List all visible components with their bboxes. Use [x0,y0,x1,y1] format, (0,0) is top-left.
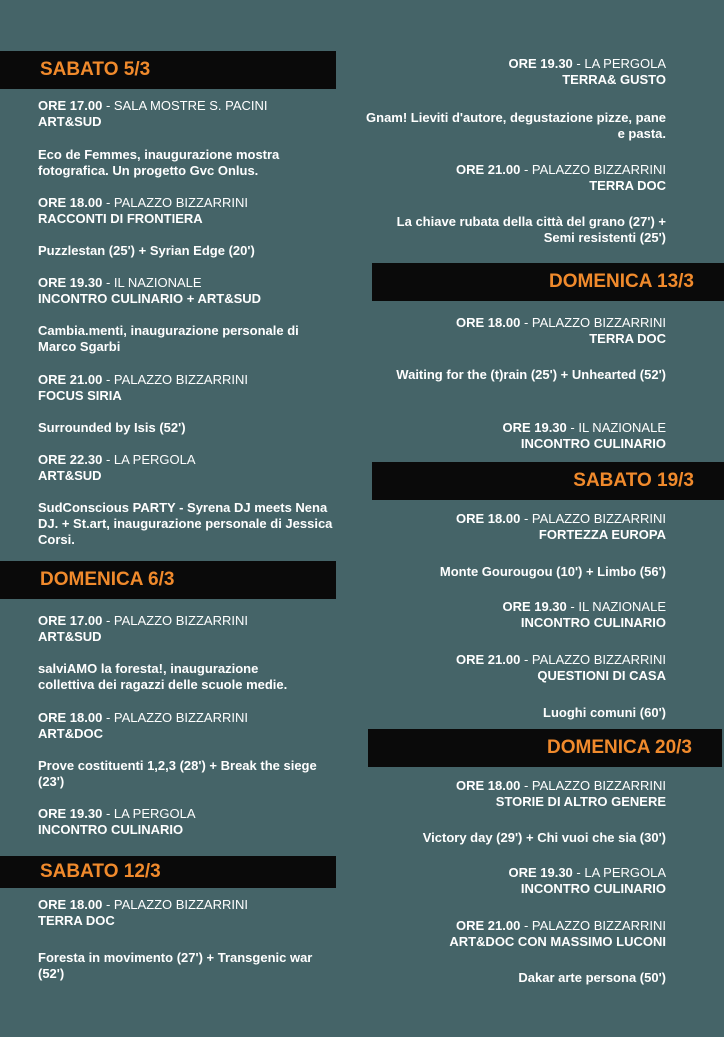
event-entry [38,806,338,838]
event-description: Dakar arte persona (50') [518,970,666,985]
event-entry [366,56,666,88]
event-time [366,315,666,331]
event-time [366,420,666,436]
event-description: Surrounded by Isis (52') [38,420,186,435]
event-entry [366,420,666,452]
event-time [38,275,338,291]
venue-label: - PALAZZO BIZZARRINI [102,195,248,210]
event-description: Gnam! Lieviti d'autore, degustazione pizze, pane e pasta. [366,110,666,141]
event-title: QUESTIONI DI CASA [537,668,666,683]
venue-label: - LA PERGOLA [572,56,666,71]
venue-label: - PALAZZO BIZZARRINI [102,613,248,628]
event-description: Prove costituenti 1,2,3 (28') + Break the siege (23') [38,758,317,789]
event-entry [366,865,666,897]
event-title: INCONTRO CULINARIO [520,615,666,630]
event-entry [38,452,338,484]
event-description: Luoghi comuni (60') [543,705,666,720]
event-time [38,613,338,629]
day-heading-domenica-6-3 [0,561,336,599]
event-time [366,918,666,934]
event-title: TERRA DOC [38,913,115,928]
day-heading-label: DOMENICA 6/3 [40,569,175,590]
time-label: ORE 18.00 [38,195,103,210]
event-title: ART&DOC [38,726,103,741]
event-entry [38,372,338,404]
time-label: ORE 21.00 [456,162,521,177]
event-entry [38,897,338,929]
venue-label: - PALAZZO BIZZARRINI [520,652,666,667]
time-label: ORE 19.30 [508,56,573,71]
event-entry [366,918,666,950]
venue-label: - PALAZZO BIZZARRINI [520,511,666,526]
venue-label: - IL NAZIONALE [566,420,666,435]
event-time [38,806,338,822]
event-title: ART&SUD [38,114,102,129]
event-time [38,710,338,726]
event-title: FOCUS SIRIA [38,388,122,403]
event-entry [366,652,666,684]
event-time [366,652,666,668]
day-heading-label: SABATO 5/3 [40,59,151,80]
event-title: INCONTRO CULINARIO [38,822,184,837]
event-entry [366,315,666,347]
event-title: STORIE DI ALTRO GENERE [495,794,666,809]
event-entry [38,275,338,307]
event-description: La chiave rubata della città del grano (27') + Semi resistenti (25') [396,214,666,245]
event-description: Eco de Femmes, inaugurazione mostra fotografica. Un progetto Gvc Onlus. [38,147,280,178]
time-label: ORE 18.00 [456,778,521,793]
event-title: ART&SUD [38,629,102,644]
event-entry [38,613,338,645]
event-title: INCONTRO CULINARIO [520,881,666,896]
venue-label: - PALAZZO BIZZARRINI [520,778,666,793]
venue-label: - LA PERGOLA [102,452,196,467]
event-time [38,452,338,468]
event-time [366,56,666,72]
venue-label: - IL NAZIONALE [102,275,202,290]
time-label: ORE 19.30 [502,420,567,435]
time-label: ORE 17.00 [38,613,103,628]
time-label: ORE 21.00 [38,372,103,387]
event-time [38,195,338,211]
time-label: ORE 19.30 [38,806,103,821]
venue-label: - SALA MOSTRE S. PACINI [102,98,268,113]
event-entry [366,511,666,543]
event-description: Foresta in movimento (27') + Transgenic war (52') [38,950,313,981]
event-title: ART&DOC CON MASSIMO LUCONI [449,934,666,949]
event-title: INCONTRO CULINARIO + ART&SUD [38,291,262,306]
time-label: ORE 19.30 [508,865,573,880]
time-label: ORE 18.00 [38,710,103,725]
event-title: RACCONTI DI FRONTIERA [38,211,203,226]
event-entry [366,599,666,631]
time-label: ORE 19.30 [38,275,103,290]
event-description: Cambia.menti, inaugurazione personale di Marco Sgarbi [38,323,299,354]
time-label: ORE 17.00 [38,98,103,113]
event-title: TERRA DOC [589,178,666,193]
day-heading-domenica-13-3 [372,263,724,301]
event-description: Monte Gourougou (10') + Limbo (56') [439,564,666,579]
venue-label: - PALAZZO BIZZARRINI [102,372,248,387]
event-time [366,865,666,881]
time-label: ORE 18.00 [456,315,521,330]
day-heading-sabato-12-3 [0,856,336,888]
time-label: ORE 18.00 [456,511,521,526]
event-description: Waiting for the (t)rain (25') + Unhearted (52') [396,367,666,382]
venue-label: - PALAZZO BIZZARRINI [520,162,666,177]
venue-label: - PALAZZO BIZZARRINI [520,315,666,330]
event-time [366,778,666,794]
event-description: SudConscious PARTY - Syrena DJ meets Nena DJ. + St.art, inaugurazione personale di Jessica Corsi. [38,500,333,547]
venue-label: - IL NAZIONALE [566,599,666,614]
time-label: ORE 18.00 [38,897,103,912]
day-heading-label: SABATO 12/3 [40,861,161,882]
event-title: FORTEZZA EUROPA [538,527,666,542]
time-label: ORE 21.00 [456,918,521,933]
event-entry [366,778,666,810]
time-label: ORE 21.00 [456,652,521,667]
event-description: Victory day (29') + Chi vuoi che sia (30') [422,830,666,845]
event-title: TERRA& GUSTO [562,72,666,87]
venue-label: - PALAZZO BIZZARRINI [102,710,248,725]
venue-label: - LA PERGOLA [102,806,196,821]
time-label: ORE 22.30 [38,452,103,467]
venue-label: - PALAZZO BIZZARRINI [520,918,666,933]
day-heading-label: DOMENICA 20/3 [547,737,692,758]
venue-label: - LA PERGOLA [572,865,666,880]
event-title: TERRA DOC [589,331,666,346]
event-entry [38,195,338,227]
event-description: Puzzlestan (25') + Syrian Edge (20') [38,243,255,258]
time-label: ORE 19.30 [502,599,567,614]
event-description: salviAMO la foresta!, inaugurazione collettiva dei ragazzi delle scuole medie. [38,661,288,692]
event-time [366,599,666,615]
event-time [366,511,666,527]
day-heading-label: DOMENICA 13/3 [549,271,694,292]
event-time [38,897,338,913]
day-heading-label: SABATO 19/3 [573,470,694,491]
event-entry [38,710,338,742]
event-time [38,98,338,114]
event-title: INCONTRO CULINARIO [520,436,666,451]
day-heading-sabato-5-3 [0,51,336,89]
day-heading-sabato-19-3 [372,462,724,500]
event-entry [38,98,338,130]
venue-label: - PALAZZO BIZZARRINI [102,897,248,912]
day-heading-domenica-20-3 [368,729,722,767]
event-time [366,162,666,178]
event-title: ART&SUD [38,468,102,483]
event-time [38,372,338,388]
event-entry [366,162,666,194]
